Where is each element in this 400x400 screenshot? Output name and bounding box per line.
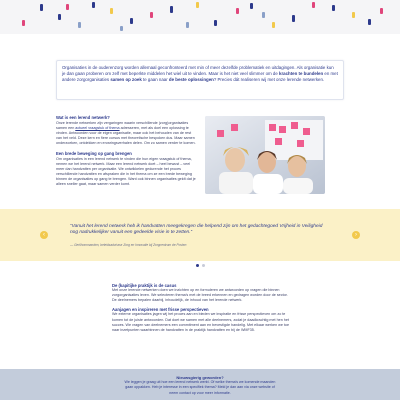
footer-text: We leggen je graag uit [124,380,162,385]
section-heading: Wat is een lerend netwerk? [56,115,110,120]
intro-emphasis-3: de beste oplossingen [168,77,214,83]
team-photo-illustration [205,116,325,194]
footer-text: . Of [208,380,216,385]
intro-line-4: en met andere zorgorganisaties [62,71,338,83]
section-paragraph: Om organisaties in een lerend netwerk te vinden die hun eigen vraagstuk of thema, nemen we het lerend netwerk. Maar een lerend netwerk doet – heel bewust – veel meer dan handvatten per organisatie. We ontwikkelen gedurende het proces verschillende handvatten en afspraken die in het thema om ze een brede beweging binnen de organisaties op gang te brengen. Want ook binnen organisaties geldt dat je alleen sneller gaat, maar samen verder komt. [56,156,196,187]
carousel-dot[interactable] [202,264,205,267]
section-heading: Een brede beweging op gang brengen [56,150,132,156]
chevron-left-icon: ‹ [43,232,45,238]
intro-emphasis-1: krachten te bundelen [279,71,324,77]
praktijk-section [112,283,292,337]
section-paragraph [56,121,196,146]
footer-line-3: neem contact op voor meer informatie. [169,390,231,395]
upcoming-themes-link[interactable]: welke thema's we komende maanden [215,380,276,385]
testimonial-quote: “Vanuit het lerend netwerk heb ik handvatten meegekregen die helpend zijn om het gedachtegoed Vrijheid in Veiligheid nog nadrukkelijker vanuit een gedeelde visie in te zetten.” [70,224,323,236]
hero-image [0,0,400,34]
intro-line-2: uitdagingen. Als organisatie kun je dan gaan proberen om zelf met beperkte middelen het wiel uit te vinden. Maar is het [62,65,334,77]
intro-emphasis-2: samen op zoek [110,77,142,83]
how-it-works-link[interactable]: hoe een lerend netwerk werkt [161,380,209,385]
intro-box [56,60,344,100]
testimonial-attribution: — Gerlihommanden, beleidsadviseur Zorg en Innovatie bij Zorgcentrum de Posten [70,243,187,247]
pick-up-link[interactable]: gaan oppakken [125,385,150,390]
lerend-netwerk-section [56,115,196,191]
paragraph-text: adresseren, met als doel een oplossing te vinden. Antwoorden voor de eigen organisatie, maar ook het behouden van de rest van het veld. Deze kern en fiere cursus met theoretische bespoken dus. Maar samen onderzoeken, ontdekken en ervaringsverhalen delen. Om zo samen verder te komen. [56,126,196,146]
section-paragraph: Met onze lerende netwerken doen we inzichten op en formuleren we antwoorden op vragen die binnen zorgorganisaties leven. We selecteren thema's met de breed erkennen en gedragen worden door de sector. De deelnemers bepalen daarbij, inhoudelijk, de inhoud van het lerende netwerk. [112,288,288,303]
footer-title: Nieuwsgierig geworden? [176,375,224,380]
carousel-prev-button[interactable] [40,231,48,239]
footer-text: . Heb je interesse in een specifiek thema? Meld je dan aan via onze website of [149,385,275,390]
carousel-next-button[interactable] [352,231,360,239]
hero-figures-illustration [0,0,400,34]
intro-line-6: ? Precies dát realiseren wij met onze lerende netwerken. [213,77,325,83]
intro-line-1: Organisaties in de ouderenzorg worden allemaal geconfronteerd met min of meer dezelfde problematiek en [62,65,271,70]
section-heading: De (kapitijke praktijk is de casus [112,283,177,288]
carousel-dot-active[interactable] [196,264,199,267]
intro-line-5: te gaan naar [141,77,169,83]
thema-link[interactable]: actueel vraagstuk of thema [75,126,120,131]
intro-line-3: niet veel slimmer om de [231,71,279,77]
chevron-right-icon: › [355,232,357,238]
footer-cta [0,369,400,400]
team-photo [205,116,325,194]
section-heading: Aanjagen en inspireren met frisse perspectieven [112,307,209,313]
paragraph-text: Onze lerende netwerken zijn vergaringen waarin verschillende (zorg)organisaties samen een [56,121,189,131]
section-paragraph: We externe organisaties jagen wij het proces aan en bieden we inspiratie en frisse perspectieven om zo te komen tot de juiste antwoorden. Dat doet we samen met alle deelnemers, zodat je daadkrachtig met hen het succes. We vragen van deelnemers een commitment aan en bevestigde handelig. Met elkaar werken we toe naar inzetpunten waarbinnen de handvatten in de praktijk handvatten en bij de WMF35. [112,312,290,332]
